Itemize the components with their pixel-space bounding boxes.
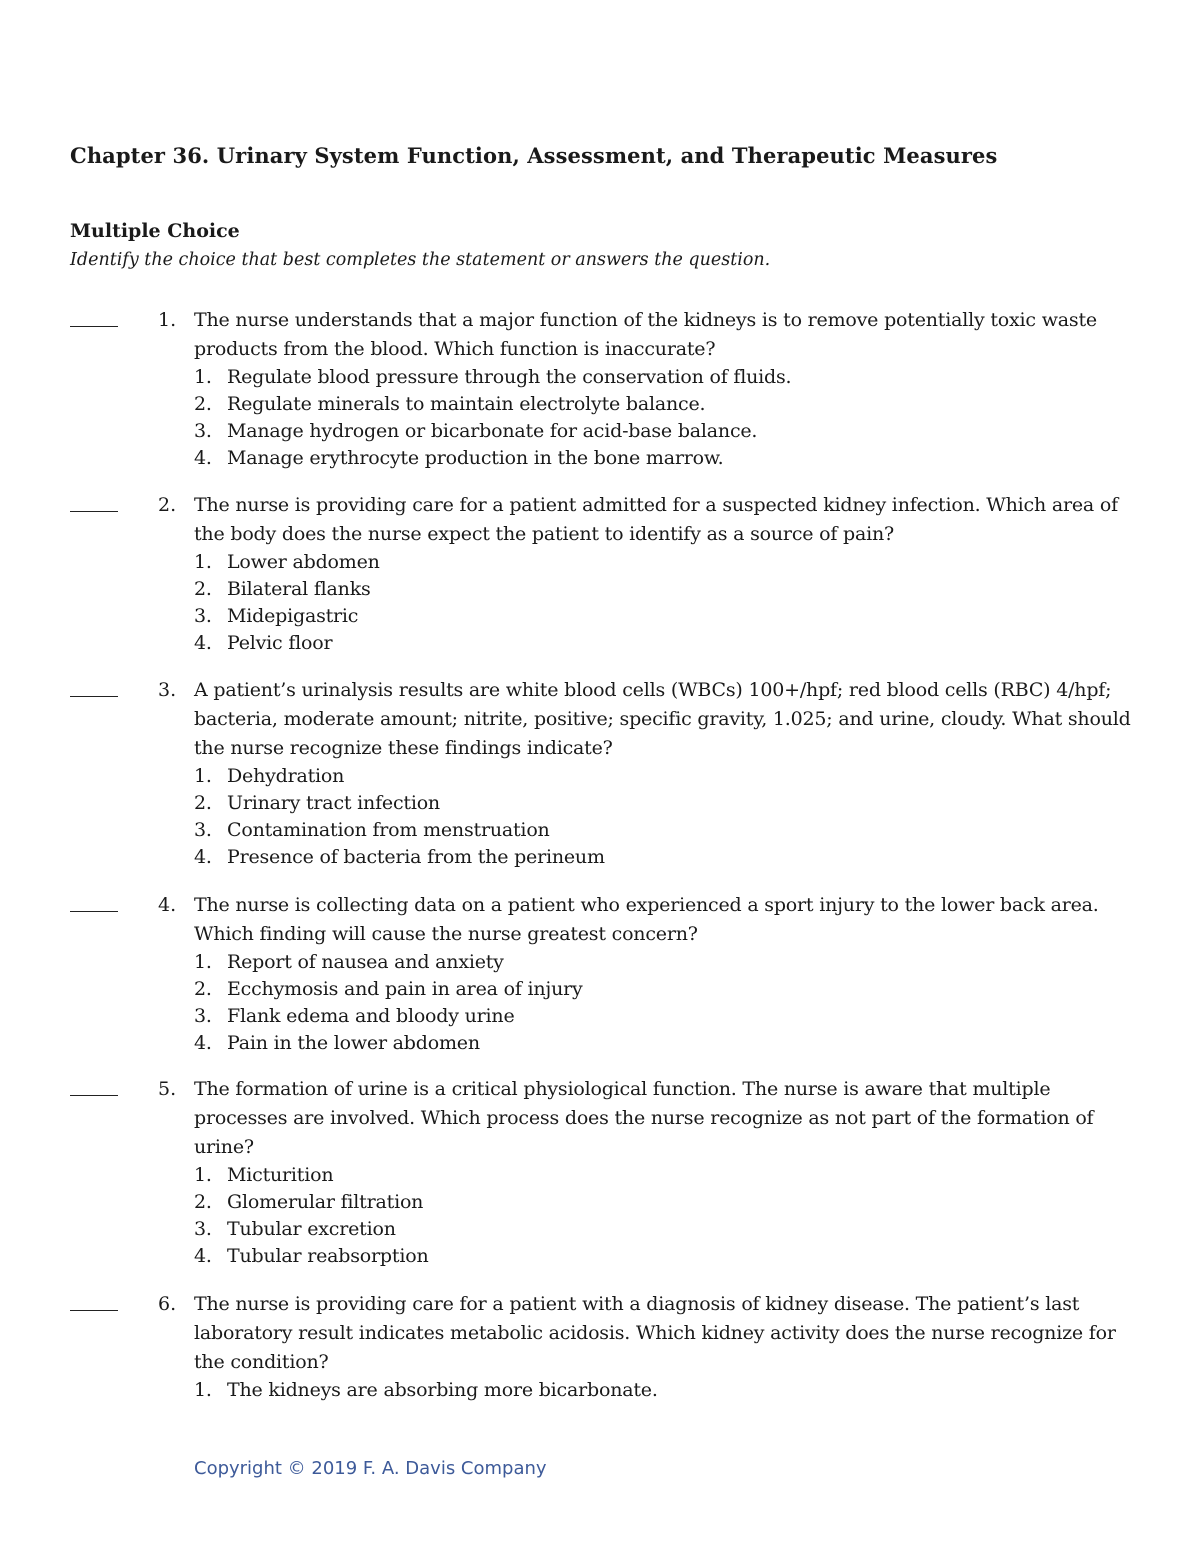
question-number: 1. <box>158 309 177 331</box>
choice-text: Pelvic floor <box>227 632 333 654</box>
choice-item <box>194 763 1139 790</box>
answer-blank[interactable] <box>70 1095 118 1096</box>
choice-text: Dehydration <box>227 765 345 787</box>
choice-item <box>194 364 1139 391</box>
choice-item <box>194 1243 1139 1270</box>
section-heading: Multiple Choice <box>70 220 240 242</box>
choice-item <box>194 1162 1139 1189</box>
choice-item <box>194 603 1139 630</box>
choice-item <box>194 976 1139 1003</box>
choice-number: 2. <box>194 978 212 1000</box>
choice-item <box>194 949 1139 976</box>
choice-item <box>194 817 1139 844</box>
choice-number: 4. <box>194 846 212 868</box>
choice-item <box>194 630 1139 657</box>
choice-item <box>194 1189 1139 1216</box>
choice-list <box>194 1377 1139 1404</box>
choice-text: Presence of bacteria from the perineum <box>227 846 605 868</box>
answer-blank[interactable] <box>70 511 118 512</box>
choice-text: Manage erythrocyte production in the bone marrow. <box>227 447 724 469</box>
question-text: The formation of urine is a critical physiological function. The nurse is aware that multiple processes are involved. Which process does the nurse recognize as not part of the formation of urine? <box>194 1078 1094 1158</box>
choice-text: Regulate blood pressure through the conservation of fluids. <box>227 366 792 388</box>
choice-number: 2. <box>194 1191 212 1213</box>
choice-number: 4. <box>194 447 212 469</box>
choice-number: 3. <box>194 1005 212 1027</box>
question-stem <box>194 676 1139 871</box>
choice-item <box>194 1216 1139 1243</box>
question-number: 2. <box>158 494 177 516</box>
choice-text: Manage hydrogen or bicarbonate for acid-base balance. <box>227 420 758 442</box>
question-number: 3. <box>158 679 177 701</box>
page-title: Chapter 36. Urinary System Function, Assessment, and Therapeutic Measures <box>70 143 998 168</box>
question-text: The nurse understands that a major function of the kidneys is to remove potentially toxic waste products from the blood. Which function is inaccurate? <box>194 309 1097 360</box>
question-text: The nurse is providing care for a patient admitted for a suspected kidney infection. Which area of the body does the nurse expect the patient to identify as a source of pain? <box>194 494 1118 545</box>
choice-text: Tubular reabsorption <box>227 1245 429 1267</box>
choice-item <box>194 1003 1139 1030</box>
choice-text: Regulate minerals to maintain electrolyte balance. <box>227 393 706 415</box>
question-stem <box>194 891 1139 1057</box>
choice-item <box>194 1377 1139 1404</box>
choice-number: 4. <box>194 1032 212 1054</box>
choice-item <box>194 549 1139 576</box>
choice-text: Pain in the lower abdomen <box>227 1032 480 1054</box>
choice-text: Midepigastric <box>227 605 359 627</box>
choice-number: 3. <box>194 819 212 841</box>
choice-item <box>194 576 1139 603</box>
choice-text: Contamination from menstruation <box>227 819 550 841</box>
choice-text: Glomerular filtration <box>227 1191 424 1213</box>
choice-number: 4. <box>194 1245 212 1267</box>
question-stem <box>194 306 1139 472</box>
choice-number: 2. <box>194 792 212 814</box>
choice-text: Urinary tract infection <box>227 792 440 814</box>
answer-blank[interactable] <box>70 696 118 697</box>
answer-blank[interactable] <box>70 1310 118 1311</box>
choice-item <box>194 790 1139 817</box>
choice-number: 2. <box>194 578 212 600</box>
question-stem <box>194 1075 1139 1270</box>
choice-number: 1. <box>194 951 212 973</box>
choice-number: 1. <box>194 1379 212 1401</box>
instructions-text: Identify the choice that best completes the statement or answers the question. <box>70 250 771 270</box>
question-stem <box>194 1290 1139 1404</box>
choice-text: Lower abdomen <box>227 551 380 573</box>
choice-number: 3. <box>194 605 212 627</box>
choice-number: 1. <box>194 551 212 573</box>
choice-item <box>194 391 1139 418</box>
choice-list <box>194 763 1139 871</box>
question-text: The nurse is providing care for a patient with a diagnosis of kidney disease. The patient’s last laboratory result indicates metabolic acidosis. Which kidney activity does the nurse recognize for the condition? <box>194 1293 1116 1373</box>
choice-number: 4. <box>194 632 212 654</box>
choice-text: Ecchymosis and pain in area of injury <box>227 978 583 1000</box>
question-number: 4. <box>158 894 177 916</box>
answer-blank[interactable] <box>70 911 118 912</box>
choice-item <box>194 445 1139 472</box>
answer-blank[interactable] <box>70 326 118 327</box>
choice-list <box>194 549 1139 657</box>
question-number: 6. <box>158 1293 177 1315</box>
choice-number: 2. <box>194 393 212 415</box>
copyright-footer: Copyright © 2019 F. A. Davis Company <box>194 1458 547 1479</box>
choice-text: Tubular excretion <box>227 1218 396 1240</box>
choice-text: Flank edema and bloody urine <box>227 1005 515 1027</box>
choice-number: 3. <box>194 1218 212 1240</box>
choice-list <box>194 364 1139 472</box>
choice-item <box>194 418 1139 445</box>
choice-list <box>194 1162 1139 1270</box>
choice-number: 1. <box>194 366 212 388</box>
choice-number: 1. <box>194 1164 212 1186</box>
question-stem <box>194 491 1139 657</box>
choice-number: 3. <box>194 420 212 442</box>
choice-text: Bilateral flanks <box>227 578 371 600</box>
choice-number: 1. <box>194 765 212 787</box>
question-text: A patient’s urinalysis results are white blood cells (WBCs) 100+/hpf; red blood cells (RBC) 4/hpf; bacteria, moderate amount; nitrite, positive; specific gravity, 1.025; and urine, cloudy. What should the nurse recognize these findings indicate? <box>194 679 1131 759</box>
question-number: 5. <box>158 1078 177 1100</box>
choice-text: Report of nausea and anxiety <box>227 951 504 973</box>
question-text: The nurse is collecting data on a patient who experienced a sport injury to the lower back area. Which finding will cause the nurse greatest concern? <box>194 894 1099 945</box>
choice-item <box>194 844 1139 871</box>
choice-item <box>194 1030 1139 1057</box>
choice-text: Micturition <box>227 1164 334 1186</box>
choice-list <box>194 949 1139 1057</box>
choice-text: The kidneys are absorbing more bicarbonate. <box>227 1379 658 1401</box>
